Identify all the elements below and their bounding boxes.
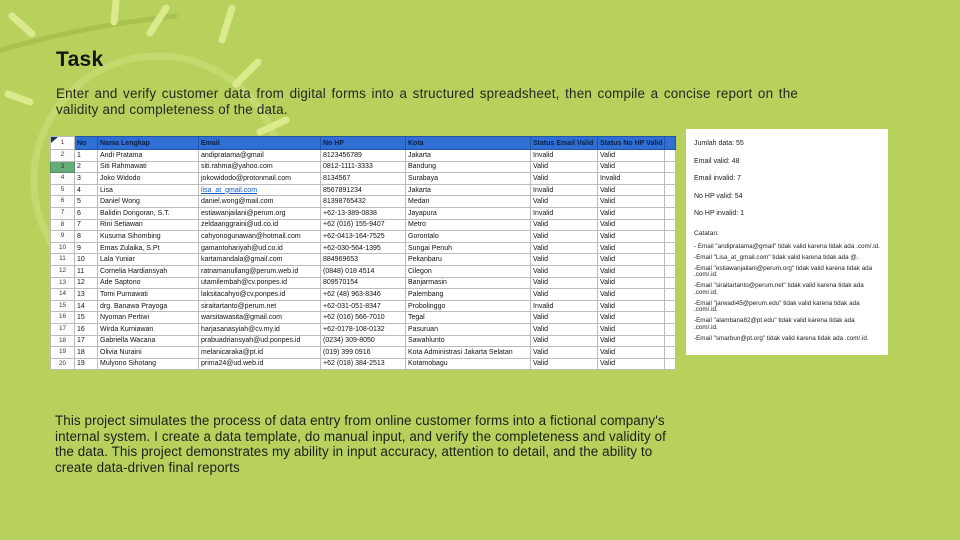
cell-no-hp: +62 (48) 963-8346 xyxy=(321,289,406,301)
cell-empty xyxy=(664,289,675,301)
email-link[interactable]: lisa_at_gmail.com xyxy=(201,186,258,194)
cell-status-hp: Valid xyxy=(598,335,665,347)
cell-nama: Cornelia Hardiansyah xyxy=(98,265,199,277)
cell-no-hp: +62-13-389-0838 xyxy=(321,207,406,219)
cell-email: laksitacahyo@cv.ponpes.id xyxy=(199,289,321,301)
row-number-cell: 4 xyxy=(51,173,75,185)
cell-email: gamantohariyah@ud.co.id xyxy=(199,242,321,254)
cell-nama: Mulyono Sihotang xyxy=(98,358,199,370)
cell-no: 13 xyxy=(75,289,98,301)
cell-kota: Jakarta xyxy=(406,184,531,196)
note-line: - Email "andipratama@gmail" tidak valid karena tidak ada .com/.id. xyxy=(694,242,880,250)
cell-email: cahyonogunawan@hotmail.com xyxy=(199,231,321,243)
stat-line: No HP valid: 54 xyxy=(694,192,743,200)
cell-empty xyxy=(664,231,675,243)
cell-kota: Sungai Penuh xyxy=(406,242,531,254)
cell-nama: Gabriella Wacana xyxy=(98,335,199,347)
row-number-cell: 8 xyxy=(51,219,75,231)
cell-kota: Probolinggo xyxy=(406,300,531,312)
cell-no: 15 xyxy=(75,312,98,324)
cell-empty xyxy=(664,161,675,173)
cell-kota: Palembang xyxy=(406,289,531,301)
cell-status-email: Invalid xyxy=(531,150,598,162)
cell-status-hp: Valid xyxy=(598,358,665,370)
table-header-cell: Kota xyxy=(406,137,531,150)
cell-status-email: Valid xyxy=(531,196,598,208)
cell-no: 19 xyxy=(75,358,98,370)
cell-no: 5 xyxy=(75,196,98,208)
cell-no: 8 xyxy=(75,231,98,243)
cell-empty xyxy=(664,254,675,266)
cell-kota: Jayapura xyxy=(406,207,531,219)
stat-line: Email invalid: 7 xyxy=(694,175,742,182)
cell-kota: Jakarta xyxy=(406,150,531,162)
cell-no: 6 xyxy=(75,207,98,219)
cell-no: 10 xyxy=(75,254,98,266)
row-number-cell: 17 xyxy=(51,323,75,335)
row-number-cell: 16 xyxy=(51,312,75,324)
cell-email: harjasanasyiah@cv.my.id xyxy=(199,323,321,335)
table-row xyxy=(51,231,676,243)
cell-nama: Lisa xyxy=(98,184,199,196)
note-line: -Email "alambana82@pt.edu" tidak valid karena tidak ada .com/.id. xyxy=(694,317,855,332)
cell-status-hp: Valid xyxy=(598,150,665,162)
cell-email: jokowidodo@protonmail.com xyxy=(199,173,321,185)
note-line: -Email "jarwadi45@perum.edu" tidak valid karena tidak ada .com/.id. xyxy=(694,299,860,314)
cell-email: kartamandala@gmail.com xyxy=(199,254,321,266)
cell-kota: Pekanbaru xyxy=(406,254,531,266)
row-number-cell: 14 xyxy=(51,289,75,301)
cell-status-email: Invalid xyxy=(531,184,598,196)
stat-line: Jumlah data: 55 xyxy=(694,140,744,147)
table-row xyxy=(51,300,676,312)
cell-no-hp: +62-030-564-1395 xyxy=(321,242,406,254)
table-header-cell: No xyxy=(75,137,98,150)
cell-nama: Tomi Purnawati xyxy=(98,289,199,301)
table-row xyxy=(51,277,676,289)
cell-status-email: Valid xyxy=(531,254,598,266)
table-row xyxy=(51,161,676,173)
cell-empty xyxy=(664,219,675,231)
cell-nama: Nyoman Pertiwi xyxy=(98,312,199,324)
cell-no-hp: (019) 399 0916 xyxy=(321,347,406,359)
table-row xyxy=(51,312,676,324)
cell-nama: Ade Saptono xyxy=(98,277,199,289)
cell-status-hp: Valid xyxy=(598,300,665,312)
cell-nama: Wirda Kurniawan xyxy=(98,323,199,335)
spreadsheet-screenshot xyxy=(50,136,676,370)
cell-email: melanicaraka@pt.id xyxy=(199,347,321,359)
cell-status-hp: Valid xyxy=(598,207,665,219)
cell-kota: Sawahlunto xyxy=(406,335,531,347)
table-header-cell: No HP xyxy=(321,137,406,150)
cell-no-hp: 8134567 xyxy=(321,173,406,185)
table-row xyxy=(51,184,676,196)
select-all-triangle-icon xyxy=(51,137,58,143)
cell-status-hp: Valid xyxy=(598,323,665,335)
cell-nama: Rini Setiawan xyxy=(98,219,199,231)
cell-status-email: Invalid xyxy=(531,207,598,219)
cell-status-email: Valid xyxy=(531,219,598,231)
cell-no: 4 xyxy=(75,184,98,196)
table-row xyxy=(51,254,676,266)
cell-no: 1 xyxy=(75,150,98,162)
cell-status-email: Valid xyxy=(531,277,598,289)
cell-status-hp: Valid xyxy=(598,277,665,289)
table-row xyxy=(51,207,676,219)
cell-kota: Banjarmasin xyxy=(406,277,531,289)
cell-email: siraitartanto@perum.net xyxy=(199,300,321,312)
table-row xyxy=(51,173,676,185)
row-number-cell: 19 xyxy=(51,347,75,359)
cell-no-hp: 0812-1111-3333 xyxy=(321,161,406,173)
table-header-cell: Status Email Valid xyxy=(531,137,598,150)
cell-status-hp: Valid xyxy=(598,161,665,173)
table-header-row xyxy=(51,137,676,150)
row-number-cell: 7 xyxy=(51,207,75,219)
row-number-cell: 2 xyxy=(51,150,75,162)
cell-email: estiawanjailani@perum.org xyxy=(199,207,321,219)
cell-email: warsitawasita@gmail.com xyxy=(199,312,321,324)
cell-status-email: Valid xyxy=(531,358,598,370)
cell-no-hp: 809570154 xyxy=(321,277,406,289)
cell-status-email: Valid xyxy=(531,173,598,185)
cell-status-email: Valid xyxy=(531,289,598,301)
cell-kota: Pasuruan xyxy=(406,323,531,335)
table-row xyxy=(51,196,676,208)
table-row xyxy=(51,289,676,301)
cell-status-email: Valid xyxy=(531,231,598,243)
cell-email: zeldaanggraini@ud.co.id xyxy=(199,219,321,231)
cell-empty xyxy=(664,347,675,359)
cell-no: 2 xyxy=(75,161,98,173)
cell-nama: Kusuma Sihombing xyxy=(98,231,199,243)
cell-email: andipratama@gmail xyxy=(199,150,321,162)
cell-status-hp: Valid xyxy=(598,242,665,254)
row-number-cell: 18 xyxy=(51,335,75,347)
table-row xyxy=(51,150,676,162)
table-row xyxy=(51,242,676,254)
cell-kota: Surabaya xyxy=(406,173,531,185)
cell-email: prabuadriansyah@ud.ponpes.id xyxy=(199,335,321,347)
report-stats xyxy=(694,140,880,217)
notes-label: Catatan: xyxy=(694,230,719,237)
table-row xyxy=(51,358,676,370)
cell-empty xyxy=(664,196,675,208)
cell-empty xyxy=(664,300,675,312)
cell-empty xyxy=(664,335,675,347)
cell-no-hp: 884969653 xyxy=(321,254,406,266)
cell-no: 12 xyxy=(75,277,98,289)
cell-kota: Medan xyxy=(406,196,531,208)
cell-no-hp: 8123456789 xyxy=(321,150,406,162)
cell-empty xyxy=(664,150,675,162)
cell-no-hp: 8567891234 xyxy=(321,184,406,196)
cell-status-hp: Valid xyxy=(598,265,665,277)
row-number-cell: 5 xyxy=(51,184,75,196)
cell-empty xyxy=(664,323,675,335)
cell-kota: Kota Administrasi Jakarta Selatan xyxy=(406,347,531,359)
cell-no-hp: +62-0178-108-0132 xyxy=(321,323,406,335)
cell-no-hp: +62 (016) 155-9407 xyxy=(321,219,406,231)
cell-status-hp: Valid xyxy=(598,289,665,301)
cell-empty xyxy=(664,242,675,254)
cell-empty xyxy=(664,277,675,289)
cell-nama: Balidin Dongoran, S.T. xyxy=(98,207,199,219)
row-number-cell: 9 xyxy=(51,231,75,243)
cell-no: 11 xyxy=(75,265,98,277)
cell-empty xyxy=(664,173,675,185)
bottom-paragraph: This project simulates the process of data entry from online customer forms into a fictional company's internal system. I create a data template, do manual input, and verify the completeness and validity of the data. This project demonstrates my ability in input accuracy, attention to detail, and the ability to create data-driven final reports xyxy=(55,413,666,476)
row-number-cell: 3 xyxy=(51,161,75,173)
cell-status-hp: Valid xyxy=(598,219,665,231)
cell-empty xyxy=(664,312,675,324)
cell-nama: Olivia Nuraini xyxy=(98,347,199,359)
cell-status-hp: Valid xyxy=(598,231,665,243)
table-header-cell-empty xyxy=(664,137,675,150)
cell-email: daniel.wong@mail.com xyxy=(199,196,321,208)
cell-nama: Daniel Wong xyxy=(98,196,199,208)
cell-no-hp: +62-031-051-8347 xyxy=(321,300,406,312)
cell-status-email: Valid xyxy=(531,161,598,173)
row-number-cell: 1 xyxy=(51,137,75,150)
note-line: -Email "Lisa_at_gmail.com" tidak valid karena tidak ada @. xyxy=(694,253,859,261)
table-row xyxy=(51,335,676,347)
row-number-cell: 13 xyxy=(51,277,75,289)
cell-email xyxy=(199,184,321,196)
cell-status-hp: Invalid xyxy=(598,173,665,185)
cell-nama: Emas Zulaika, S.Pt xyxy=(98,242,199,254)
cell-kota: Tegal xyxy=(406,312,531,324)
cell-email: ratnamanullang@perum.web.id xyxy=(199,265,321,277)
stat-line: Email valid: 48 xyxy=(694,157,740,165)
spreadsheet-table xyxy=(50,136,676,370)
cell-no: 18 xyxy=(75,347,98,359)
spreadsheet-body xyxy=(51,137,676,370)
cell-empty xyxy=(664,184,675,196)
cell-no-hp: +62 (018) 384-2513 xyxy=(321,358,406,370)
cell-email: siti.rahma@yahoo.com xyxy=(199,161,321,173)
cell-status-email: Valid xyxy=(531,347,598,359)
row-number-cell: 10 xyxy=(51,242,75,254)
cell-status-email: Valid xyxy=(531,265,598,277)
cell-empty xyxy=(664,265,675,277)
cell-no: 9 xyxy=(75,242,98,254)
cell-no-hp: (0234) 309-8050 xyxy=(321,335,406,347)
table-row xyxy=(51,323,676,335)
cell-empty xyxy=(664,207,675,219)
cell-status-email: Valid xyxy=(531,242,598,254)
cell-kota: Metro xyxy=(406,219,531,231)
cell-no-hp: +62-0413-164-7525 xyxy=(321,231,406,243)
cell-status-email: Invalid xyxy=(531,300,598,312)
cell-no: 17 xyxy=(75,335,98,347)
cell-status-email: Valid xyxy=(531,312,598,324)
note-line: -Email "estiawanjailani@perum.org" tidak valid karena tidak ada .com/.id. xyxy=(694,264,873,279)
task-description: Enter and verify customer data from digital forms into a structured spreadsheet, then compile a concise report on the validity and completeness of the data. xyxy=(56,86,798,118)
cell-nama: Siti Rahmawati xyxy=(98,161,199,173)
row-number-cell: 15 xyxy=(51,300,75,312)
cell-no: 7 xyxy=(75,219,98,231)
row-number-cell: 6 xyxy=(51,196,75,208)
table-row xyxy=(51,347,676,359)
report-panel xyxy=(686,129,888,355)
cell-empty xyxy=(664,358,675,370)
cell-kota: Bandung xyxy=(406,161,531,173)
cell-kota: Kotamobagu xyxy=(406,358,531,370)
cell-no-hp: +62 (016) 566-7010 xyxy=(321,312,406,324)
cell-nama: drg. Banawa Prayoga xyxy=(98,300,199,312)
cell-no-hp: (0848) 018 4514 xyxy=(321,265,406,277)
table-header-cell: Status No HP Valid xyxy=(598,137,665,150)
table-header-cell: Nama Lengkap xyxy=(98,137,199,150)
cell-no: 3 xyxy=(75,173,98,185)
cell-no: 14 xyxy=(75,300,98,312)
note-line: -Email "siraitartanto@perum.net" tidak valid karena tidak ada .com/.id. xyxy=(694,282,864,296)
cell-status-hp: Valid xyxy=(598,254,665,266)
table-header-cell: Email xyxy=(199,137,321,150)
cell-nama: Andi Pratama xyxy=(98,150,199,162)
table-row xyxy=(51,265,676,277)
cell-kota: Cilegon xyxy=(406,265,531,277)
stat-line: No HP invalid: 1 xyxy=(694,210,745,217)
cell-status-email: Valid xyxy=(531,323,598,335)
cell-status-hp: Valid xyxy=(598,347,665,359)
row-number-cell: 12 xyxy=(51,265,75,277)
cell-kota: Gorontalo xyxy=(406,231,531,243)
row-number-cell: 20 xyxy=(51,358,75,370)
report-notes xyxy=(694,244,880,343)
table-row xyxy=(51,219,676,231)
note-line: -Email "smarbun@pt.org" tidak valid karena tidak ada .com/.id. xyxy=(694,335,869,343)
cell-nama: Lala Yuniar xyxy=(98,254,199,266)
cell-email: prima24@ud.web.id xyxy=(199,358,321,370)
cell-no-hp: 81398765432 xyxy=(321,196,406,208)
cell-status-hp: Valid xyxy=(598,184,665,196)
cell-nama: Joko Widodo xyxy=(98,173,199,185)
page-title: Task xyxy=(56,48,104,71)
cell-status-hp: Valid xyxy=(598,196,665,208)
cell-email: utamilembah@cv.ponpes.id xyxy=(199,277,321,289)
row-number-cell: 11 xyxy=(51,254,75,266)
cell-no: 16 xyxy=(75,323,98,335)
cell-status-email: Valid xyxy=(531,335,598,347)
cell-status-hp: Valid xyxy=(598,312,665,324)
